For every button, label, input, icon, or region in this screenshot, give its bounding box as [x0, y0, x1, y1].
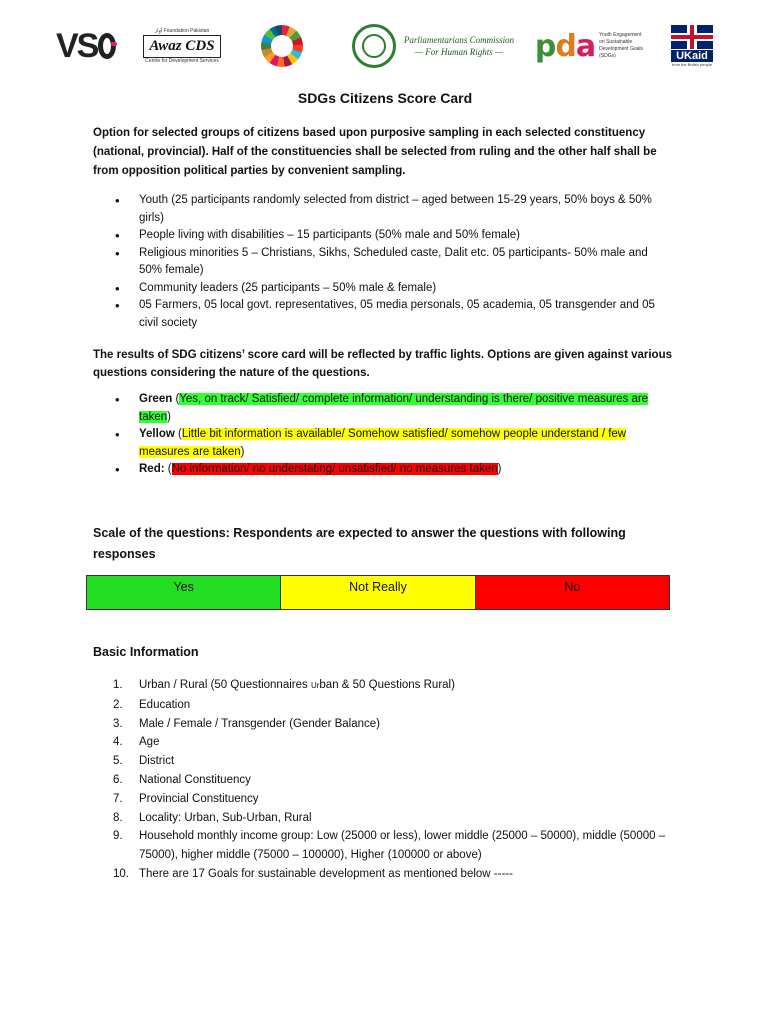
item-number: 5.: [113, 755, 123, 768]
item-text: ban & 50 Questions Rural): [319, 679, 455, 691]
list-item: [93, 696, 673, 715]
basic-info-heading: Basic Information: [93, 645, 199, 659]
item-text-small: Ur: [310, 681, 320, 690]
red-description: No information/ no understating/ unsatisfied/ no measures taken: [171, 463, 498, 475]
item-number: 4.: [113, 736, 123, 749]
paren: (: [167, 463, 172, 475]
item-number: 2.: [113, 698, 123, 711]
green-description: Yes, on track/ Satisfied/ complete information/ understanding is there/ positive measures are taken: [139, 393, 649, 423]
list-item: • Youth (25 participants randomly selected from district – aged between 15-29 years, 50% boys & 50% girls): [93, 192, 673, 227]
awaz-wordmark: Awaz CDS: [143, 35, 220, 58]
list-item: • Religious minorities 5 – Christians, Sikhs, Scheduled caste, Dalit etc. 05 participants- 50% male and 50% female): [93, 245, 673, 280]
green-light-item: [93, 391, 673, 426]
scale-heading: Scale of the questions: Respondents are expected to answer the questions with following responses: [93, 526, 626, 561]
list-item: [93, 827, 673, 865]
traffic-lights-list: [93, 391, 673, 479]
sdg-wheel-logo: [258, 18, 306, 74]
item-text: Male / Female / Transgender (Gender Balance): [139, 717, 380, 730]
awaz-bottom-text: Centre for Development Services: [145, 57, 219, 64]
basic-info-list: [93, 676, 673, 884]
sdg-wheel-icon: [261, 25, 303, 67]
participant-groups-list: [93, 192, 673, 332]
list-item: [93, 865, 673, 884]
paren: ): [240, 445, 245, 458]
item-text: Urban / Rural (50 Questionnaires: [139, 679, 311, 691]
paren: ): [497, 463, 502, 475]
item-text: Age: [139, 736, 160, 749]
paren: ): [167, 410, 171, 423]
item-number: 9.: [113, 830, 123, 843]
response-scale-table: [86, 575, 670, 610]
logo-strip: [50, 18, 720, 74]
scale-not-really-cell: Not Really: [281, 576, 475, 610]
parliamentarians-commission-logo: [338, 18, 528, 74]
document-title: SDGs Citizens Score Card: [297, 90, 473, 106]
commission-line2: — For Human Rights —: [414, 47, 503, 57]
ukaid-tagline: from the British people: [671, 62, 713, 67]
commission-seal-icon: [352, 24, 396, 68]
results-paragraph: The results of SDG citizens’ score card will be reflected by traffic lights. Options are given against various questions considering the nature of the questions.: [93, 349, 672, 379]
list-item: [93, 676, 673, 696]
awaz-cds-logo: [142, 18, 222, 74]
item-number: 7.: [113, 792, 123, 805]
list-item: • Community leaders (25 participants – 50% male & female): [93, 280, 673, 298]
red-light-item: [93, 461, 673, 479]
pda-side-text: Youth Engagement on Sustainable Development Goals (SDGs): [599, 32, 644, 59]
list-item: • People living with disabilities – 15 participants (50% male and 50% female): [93, 227, 673, 245]
list-item: [93, 790, 673, 809]
green-label: Green: [139, 393, 173, 405]
item-number: 10.: [113, 867, 129, 880]
yellow-label: Yellow: [139, 428, 175, 440]
pda-logo: [530, 18, 650, 74]
item-number: 1.: [113, 679, 123, 691]
paren: (: [178, 428, 182, 440]
scale-no-cell: No: [475, 576, 669, 610]
list-item: [93, 771, 673, 790]
item-text: District: [139, 755, 175, 768]
item-number: 6.: [113, 773, 123, 786]
intro-paragraph: Option for selected groups of citizens based upon purposive sampling in each selected constituency (national, provincial). Half of the constituencies shall be selected from ruling and the other half shall be from opposition political parties by convenient sampling.: [93, 127, 657, 177]
ukaid-logo: [668, 18, 716, 74]
list-item: [93, 733, 673, 752]
list-item: [93, 752, 673, 771]
paren: (: [175, 393, 180, 405]
item-text: Household monthly income group: Low (25000 or less), lower middle (25000 – 50000), middle (50000 – 75000), higher middle (75000 – 100000), Higher (100000 or above): [139, 830, 666, 862]
red-label: Red:: [139, 463, 165, 475]
item-number: 8.: [113, 811, 123, 824]
vso-logo: VS: [56, 18, 116, 74]
pda-wordmark: pda: [534, 28, 596, 64]
item-text: Education: [139, 698, 191, 711]
item-number: 3.: [113, 717, 123, 730]
list-item: • 05 Farmers, 05 local govt. representatives, 05 media personals, 05 academia, 05 transgender and 05 civil society: [93, 297, 673, 332]
item-text: Locality: Urban, Sub-Urban, Rural: [139, 811, 312, 824]
union-flag-icon: [671, 25, 713, 49]
item-text: Provincial Constituency: [139, 792, 259, 805]
item-text: National Constituency: [139, 773, 251, 786]
scale-yes-cell: Yes: [87, 576, 281, 610]
commission-line1: Parliamentarians Commission: [403, 35, 515, 45]
yellow-description: Little bit information is available/ Somehow satisfied/ somehow people understand / few measures are taken: [139, 428, 627, 458]
list-item: [93, 715, 673, 734]
yellow-light-item: [93, 426, 673, 461]
list-item: [93, 809, 673, 828]
ukaid-wordmark: UKaid: [671, 50, 713, 62]
awaz-top-text: ﺁﻭﺍﺯ Foundation Pakistan: [154, 27, 210, 34]
commission-text: [404, 34, 514, 58]
item-text: There are 17 Goals for sustainable development as mentioned below -----: [139, 867, 513, 880]
